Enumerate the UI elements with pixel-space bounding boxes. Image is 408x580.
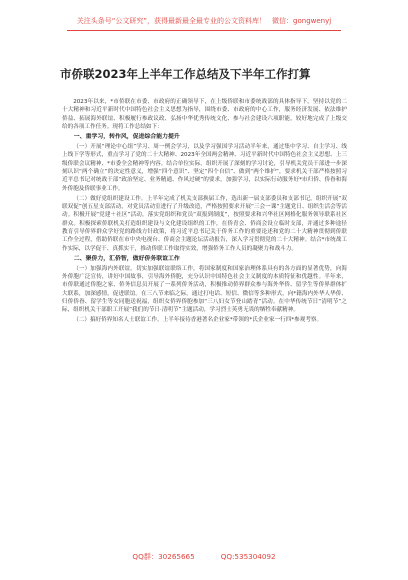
promo-banner-text xyxy=(67,14,341,31)
section-heading-1: 一、重学习，转作风，促进综合能力提升 xyxy=(73,133,180,140)
section2-paragraph-1: （一）加强海内外联谊。切实加强联谊联络工作，将国家制度和国家治理体系具有的各方面的显著优势，向海外侨胞广泛宣传，讲好中国故事，引导海外侨胞，充分认识中国特色社会主义制度的本质特征和优越性。半年来，市侨联通过侨胞之家、侨务信息员开展了一系列侨务活动，积极推动侨界群众参与海外华侨、留学生等侨界群体扩大联系，加深感情，促进联谊。在三八节来临之际，通过打电话、短信、微信等多种形式，向*籍海内外华人华侨、归侨侨眷、留学生等女同胞送祝福，组织女侨界侨胞参加“三八妇女节登山踏青”活动。在中华传统节日“清明节”之际，组织机关干部职工开展“我们的节日·清明节”主题活动，学习烈士英勇无畏的牺牲奉献精神。 xyxy=(62,265,347,314)
section2-paragraph-2: （二）搞好侨界知名人士联谊工作。上半年接待香港著名企业家*带领的*氏企业家一行四*参观考察。 xyxy=(73,317,323,324)
section1-paragraph-2: （二）做好党组织建设工作。上半年完成了机关支部换届工作，选出新一届支部委员和支部书记。组织开展“双联双促”创五星支部活动，对党员活动室进行了升级改造，严格按照要求开展“三会一课”主题党日、组织生活会等活动。积极开展“党建＋社区”活动，落实党组织和党员“双报到制度”，按照要求和兴华社区网格化服务领导联系社区群众。积极探索侨联机关打造组织建设与文化建设组织的工作，在侨青会、侨商会设立临时支部，并通过多种途径教育引导侨界群众学好党的路线方针政策，将习近平总书记关于侨务工作的重要论述和党的二十大精神贯彻到侨联工作全过程，借助侨联在市中央电视台、侨商会主题论坛活动报告，深入学习贯彻党的二十大精神。结合*市统战工作实际，以学促干、真抓实干，推动侨联工作取得实效，增强侨务工作人员的凝聚力和战斗力。 xyxy=(62,195,347,252)
banner-left-text: 关注头条号“公文研究”，获得最新最全最专业的公文资料库！ xyxy=(76,17,267,25)
promo-banner xyxy=(0,8,408,34)
banner-wechat-text: 微信：gongwenyj xyxy=(272,17,332,25)
footer-qq: QQ:535304092 xyxy=(220,552,276,561)
document-title: 市侨联2023年上半年工作总结及下半年工作打算 xyxy=(60,67,311,81)
footer-qq-group: QQ群：30265665 xyxy=(132,552,195,561)
section1-paragraph-1: （一）开展“理论中心组”学习、周一例会学习，以及学习强国学习活动半年来，通过集中学习、自主学习、线上线下学等形式，重点学习了党的二十大精神、2023年全国两会精神、习近平新时代中国特色社会主义思想、上三级侨联会议精神、*市委全会精神等内容。结合单位实际，组织开展了深刻的学习讨论，引导机关党员干部进一步深刻认识“两个确立”的决定性意义，增强“四个意识”、坚定“四个自信”、做到“两个维护”，要求机关干部严格按照习近平总书记对统战干部“政治坚定、业务精通、作风过硬”的要求，加强学习，以实际行动服务好*市归侨、侨眷和海外侨胞及侨联事业工作。 xyxy=(62,143,347,192)
contact-footer xyxy=(0,552,408,566)
intro-paragraph: 2023年以来，*市侨联在市委、市政府的正确领导下，在上级侨联和市委统战部的具体指导下，坚持以党的二十大精神和习近平新时代中国特色社会主义思想为指导，围绕市委、市政府的中心工作，服务经济发展、依法维护侨益、拓展海外联谊、积极履行参政议政、弘扬中华优秀传统文化、参与社会建设六项职能，较好地完成了上级交给的各项工作任务。现将工作总结如下： xyxy=(62,99,347,131)
section-heading-2: 二、聚侨力，汇侨智，做好侨务联谊工作 xyxy=(73,255,180,262)
document-body xyxy=(62,98,347,325)
